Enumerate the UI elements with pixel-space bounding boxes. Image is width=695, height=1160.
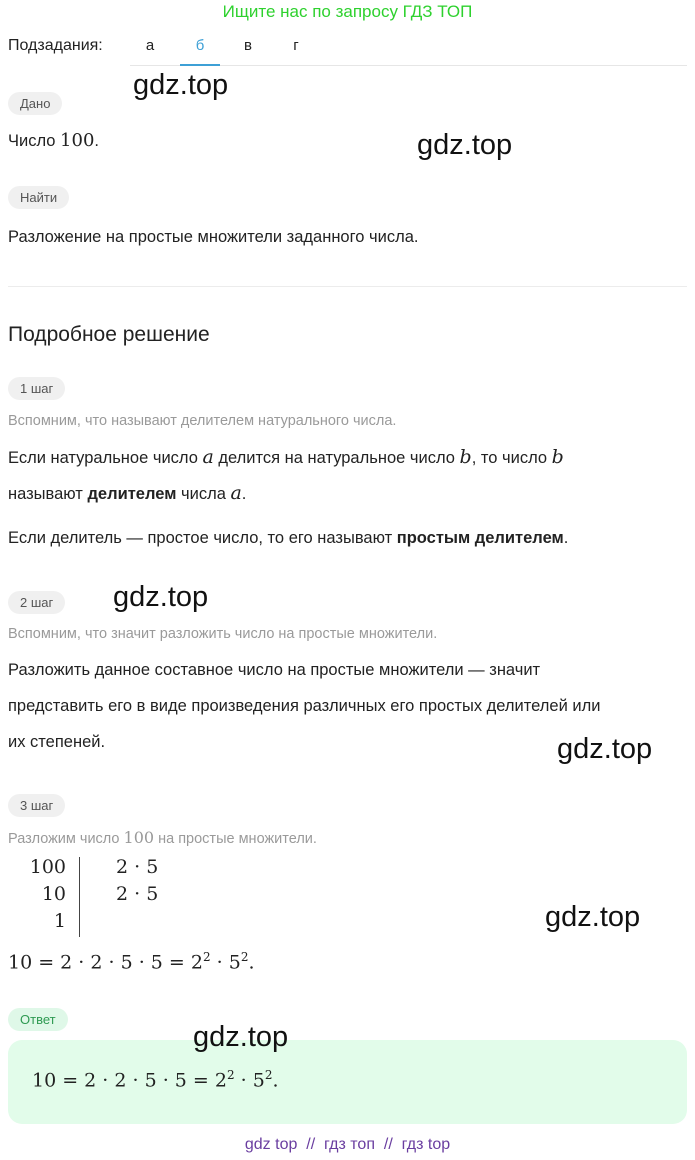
watermark-1: gdz.top — [133, 69, 229, 101]
tab-b[interactable]: б — [195, 37, 205, 54]
step-2-badge: 2 шаг — [8, 591, 65, 614]
find-badge: Найти — [8, 186, 69, 209]
watermark-6: gdz.top — [193, 1021, 289, 1053]
watermark-4: gdz.top — [557, 733, 653, 765]
factor-table-right-1: 2 · 5 — [116, 856, 159, 878]
solution-title: Подробное решение — [8, 323, 210, 346]
footer-links[interactable]: gdz top // гдз топ // гдз top — [244, 1136, 451, 1153]
watermark-5: gdz.top — [545, 901, 641, 933]
factor-table-left-3: 1 — [53, 910, 66, 932]
section-divider — [8, 286, 687, 287]
factor-table-left-2: 10 — [41, 883, 66, 905]
tab-a[interactable]: а — [145, 37, 155, 54]
step-1-line-3: Если делитель — простое число, то его называют простым делителем. — [8, 529, 569, 547]
factor-table-left-1: 100 — [29, 856, 66, 878]
find-text: Разложение на простые множители заданного числа. — [8, 228, 419, 246]
step-2-hint: Вспомним, что значит разложить число на простые множители. — [8, 626, 438, 642]
step-1-line-1: Если натуральное число a делится на натуральное число b, то число b — [8, 446, 564, 468]
step-2-line-3: их степеней. — [8, 733, 106, 751]
subtasks-label: Подзадания: — [8, 37, 103, 54]
step-1-hint: Вспомним, что называют делителем натурального числа. — [8, 413, 397, 429]
active-tab-indicator — [180, 64, 220, 66]
step-1-badge: 1 шаг — [8, 377, 65, 400]
answer-badge: Ответ — [8, 1008, 68, 1031]
answer-result: $10 = 2 \cdot 2 \cdot 5 \cdot 5 = 2^2 \cdot 5^2$. — [32, 1068, 279, 1092]
step-3-hint: Разложим число 100 на простые множители. — [8, 828, 317, 847]
tab-g[interactable]: г — [293, 37, 299, 54]
step-3-result: $10 = 2 \cdot 2 \cdot 5 \cdot 5 = 2^2 \cdot 5^2$. — [8, 950, 255, 974]
search-banner: Ищите нас по запросу ГДЗ ТОП — [222, 2, 473, 21]
given-badge: Дано — [8, 92, 62, 115]
tab-v[interactable]: в — [244, 37, 252, 54]
step-1-line-2: называют делителем числа a. — [8, 482, 247, 504]
step-3-badge: 3 шаг — [8, 794, 65, 817]
step-2-line-2: представить его в виде произведения различных его простых делителей или — [8, 697, 601, 715]
factor-table-divider — [79, 857, 80, 937]
factor-table-right-2: 2 · 5 — [116, 883, 159, 905]
step-2-line-1: Разложить данное составное число на простые множители — значит — [8, 661, 541, 679]
given-text: Число 100. — [8, 130, 99, 151]
watermark-3: gdz.top — [113, 581, 209, 613]
watermark-2: gdz.top — [417, 129, 513, 161]
